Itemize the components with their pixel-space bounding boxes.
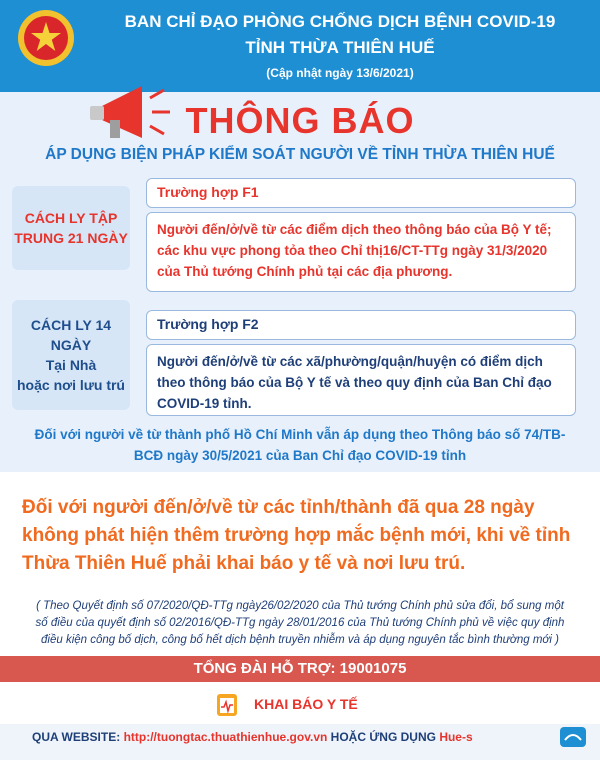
decision-reference: ( Theo Quyết định số 07/2020/QĐ-TTg ngày26/02/2020 của Thủ tướng Chính phủ sửa đổi, bổ sung một số điều của quyết định số 02/2016/QĐ-TTg ngày 28/01/2016 của Thủ tướng Chính phủ về việc quy định điều kiện công bố dịch, công bố hết dịch bệnh truyền nhiễm và áp dụng nguyên tắc bình thường mới ) <box>35 600 565 646</box>
quarantine-label-f1-line2: TRUNG 21 NGÀY <box>14 230 128 246</box>
quarantine-label-f1 <box>12 186 130 270</box>
medical-declaration-label: KHAI BÁO Y TẾ <box>254 696 358 712</box>
case-f2-title: Trường hợp F2 <box>146 310 576 340</box>
quarantine-label-f2-line3: Tại Nhà <box>45 357 97 373</box>
header-province: TỈNH THỪA THIÊN HUẾ <box>245 38 435 57</box>
website-prefix: QUA WEBSITE: <box>32 730 121 744</box>
hue-s-app-icon[interactable] <box>560 727 586 747</box>
website-link[interactable]: http://tuongtac.thuathienhue.gov.vn <box>123 730 328 744</box>
highlight-notice: Đối với người đến/ở/về từ các tỉnh/thành đã qua 28 ngày không phát hiện thêm trường hợp mắc bệnh mới, khi về tỉnh Thừa Thiên Huế phải khai báo y tế và nơi lưu trú. <box>22 497 571 574</box>
case-f1-description: Người đến/ở/về từ các điểm dịch theo thông báo của Bộ Y tế; các khu vực phong tỏa theo Chỉ thị16/CT-TTg ngày 31/3/2020 của Thủ tướng Chính phủ tại các địa phương. <box>146 212 576 292</box>
app-prefix: HOẶC ỨNG DỤNG <box>330 730 436 744</box>
hcm-note: Đối với người về từ thành phố Hồ Chí Minh vẫn áp dụng theo Thông báo số 74/TB-BCĐ ngày 30/5/2021 của Ban Chỉ đạo COVID-19 tỉnh <box>34 427 566 463</box>
quarantine-label-f2-line1: CÁCH LY 14 <box>30 317 112 333</box>
case-f2-description: Người đến/ở/về từ các xã/phường/quận/huyện có điểm dịch theo thông báo của Bộ Y tế và theo quy định của Ban Chỉ đạo COVID-19 tỉnh. <box>146 344 576 416</box>
quarantine-label-f2-line2: NGÀY <box>50 337 92 353</box>
app-name[interactable]: Hue-s <box>439 730 473 744</box>
quarantine-label-f1-line1: CÁCH LY TẬP <box>24 210 118 226</box>
hotline-bar: TỔNG ĐÀI HỖ TRỢ: 19001075 <box>0 656 600 682</box>
quarantine-label-f2 <box>12 300 130 410</box>
case-f1-title: Trường hợp F1 <box>146 178 576 208</box>
website-line <box>32 730 552 744</box>
medical-declaration-icon <box>214 692 240 718</box>
update-date: (Cập nhật ngày 13/6/2021) <box>266 66 414 80</box>
quarantine-label-f2-line4: hoặc nơi lưu trú <box>17 377 125 393</box>
notice-subtitle: ÁP DỤNG BIỆN PHÁP KIỂM SOÁT NGƯỜI VỀ TỈNH THỪA THIÊN HUẾ <box>45 146 555 163</box>
header-title: BAN CHỈ ĐẠO PHÒNG CHỐNG DỊCH BỆNH COVID-19 <box>124 12 556 31</box>
notice-title: THÔNG BÁO <box>185 100 415 141</box>
national-emblem-icon <box>16 8 76 68</box>
